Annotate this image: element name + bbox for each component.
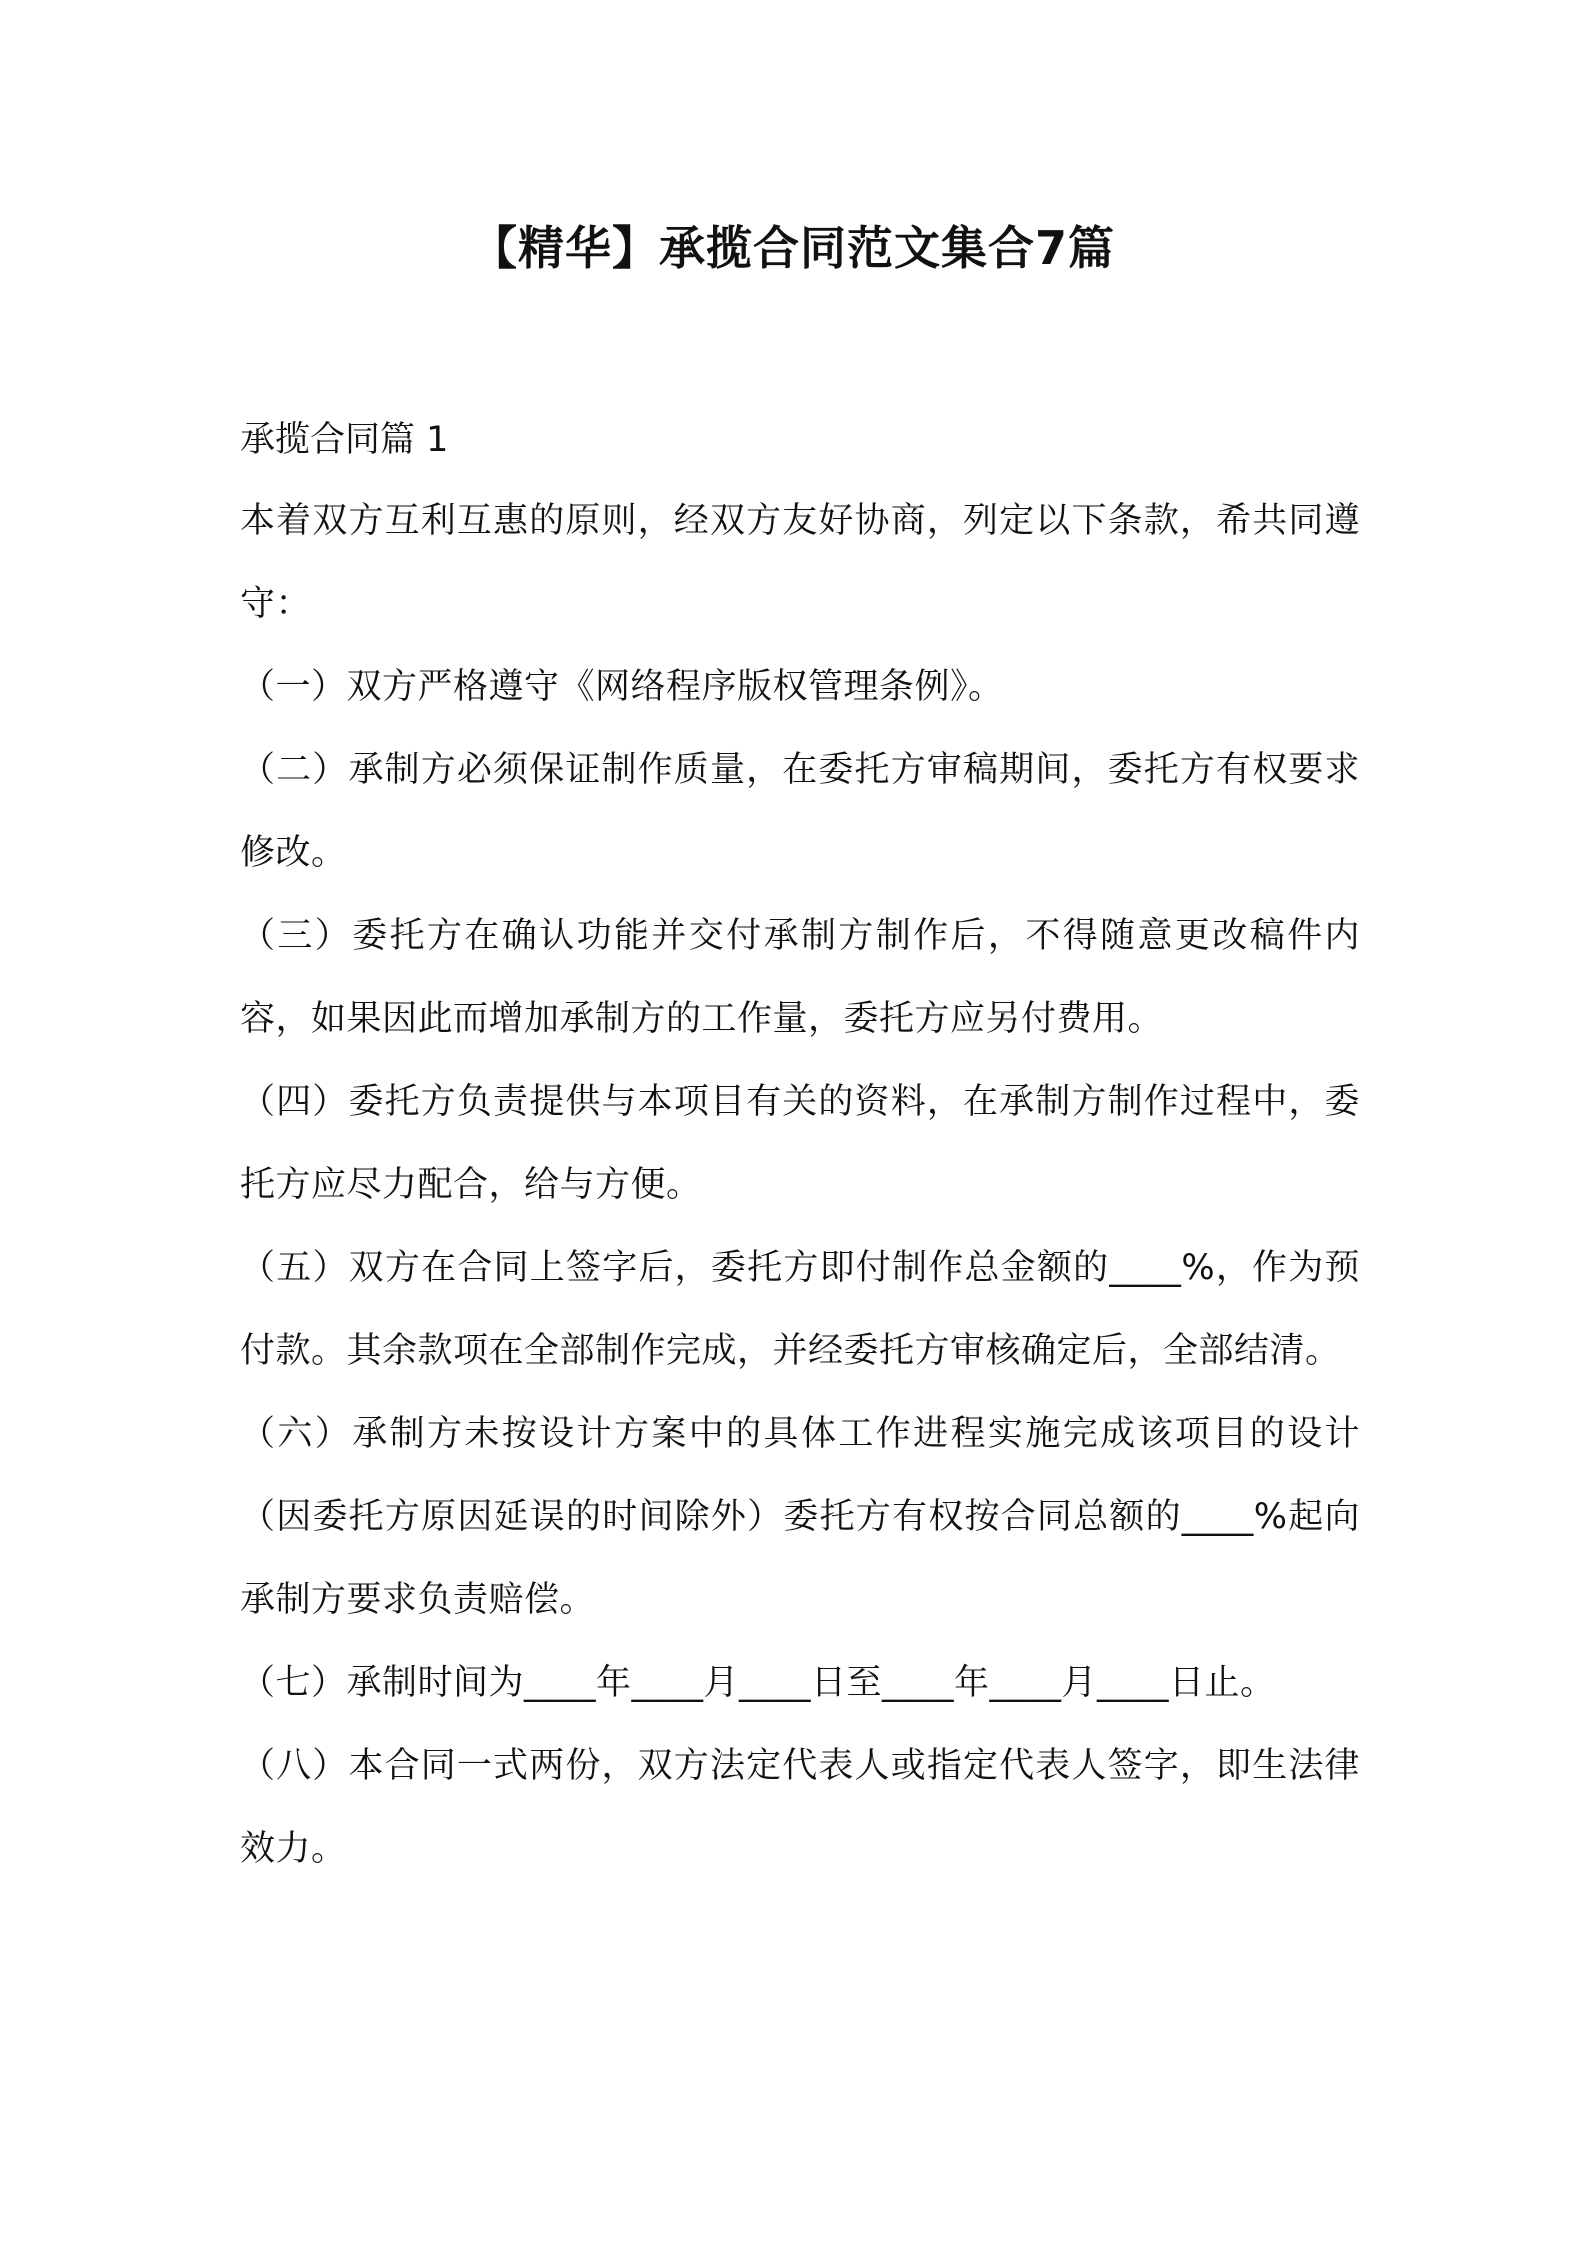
paragraph-clause-1: （一）双方严格遵守《网络程序版权管理条例》。 bbox=[240, 667, 1004, 707]
paragraph-clause-3: （三）委托方在确认功能并交付承制方制作后，不得随意更改稿件内容，如果因此而增加承制方的工作量，委托方应另付费用。 bbox=[240, 916, 1360, 1039]
paragraph-clause-8: （八）本合同一式两份，双方法定代表人或指定代表人签字，即生法律效力。 bbox=[240, 1746, 1360, 1869]
paragraph-clause-6: （六）承制方未按设计方案中的具体工作进程实施完成该项目的设计（因委托方原因延误的时间除外）委托方有权按合同总额的____%起向承制方要求负责赔偿。 bbox=[240, 1414, 1360, 1620]
paragraph-intro: 本着双方互利互惠的原则，经双方友好协商，列定以下条款，希共同遵守： bbox=[240, 501, 1360, 624]
paragraph-clause-5: （五）双方在合同上签字后，委托方即付制作总金额的____%，作为预付款。其余款项在全部制作完成，并经委托方审核确定后，全部结清。 bbox=[240, 1248, 1360, 1371]
document-body bbox=[240, 410, 1360, 1891]
paragraph-clause-4: （四）委托方负责提供与本项目有关的资料，在承制方制作过程中，委托方应尽力配合，给与方便。 bbox=[240, 1082, 1360, 1205]
paragraph-clause-2: （二）承制方必须保证制作质量，在委托方审稿期间，委托方有权要求修改。 bbox=[240, 750, 1360, 873]
section-heading: 承揽合同篇 1 bbox=[240, 420, 449, 460]
paragraph-clause-7: （七）承制时间为____年____月____日至____年____月____日止。 bbox=[240, 1663, 1276, 1703]
document-title: 【精华】承揽合同范文集合7篇 bbox=[470, 221, 1115, 275]
